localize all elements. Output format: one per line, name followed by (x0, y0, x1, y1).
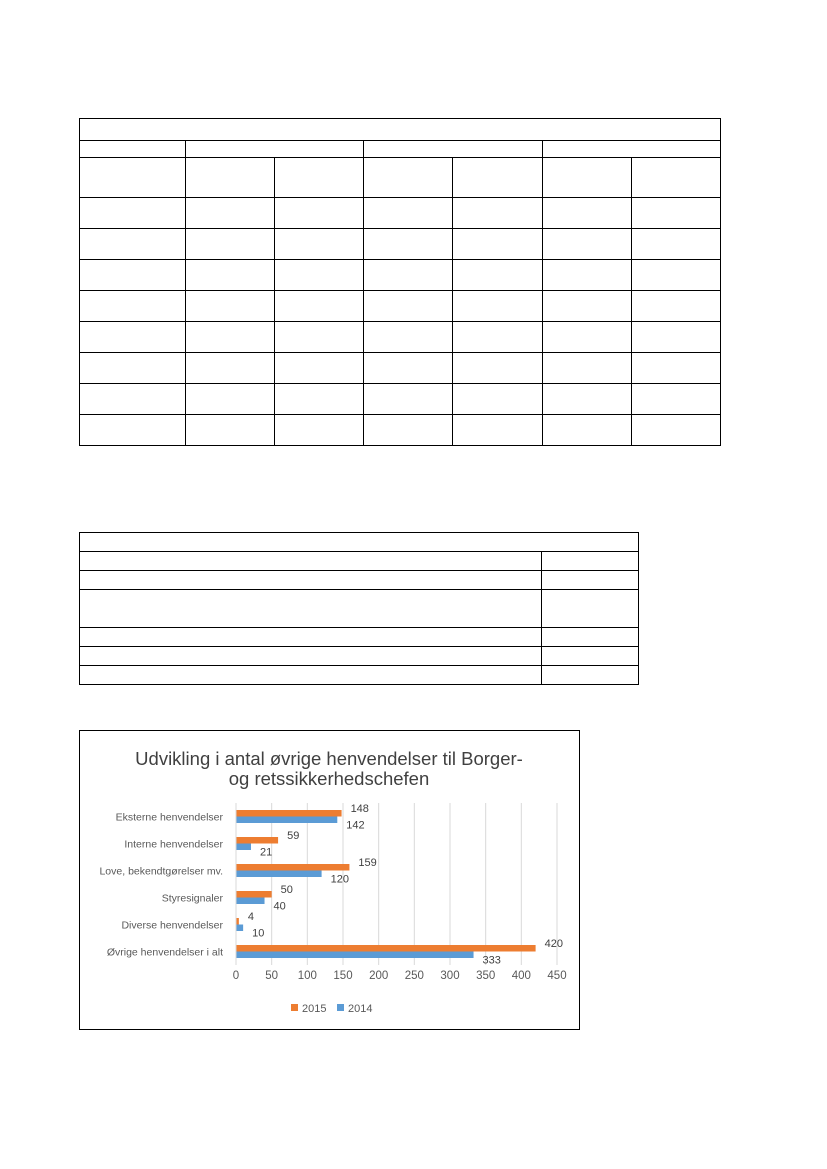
table-cell (542, 384, 631, 415)
bar-2015 (236, 837, 278, 844)
bar-2014 (236, 817, 337, 824)
table-row (80, 628, 639, 647)
table-cell (275, 353, 364, 384)
table-cell (275, 291, 364, 322)
bar-2014 (236, 952, 474, 959)
table-cell (80, 260, 186, 291)
category-label: Diverse henvendelser (121, 919, 223, 932)
table-row (80, 384, 721, 415)
table-cell (186, 384, 275, 415)
table-cell (186, 260, 275, 291)
table-cell (542, 353, 631, 384)
table-cell (186, 415, 275, 446)
table-cell (542, 415, 631, 446)
data-label: 420 (544, 938, 563, 950)
table-row (80, 533, 639, 552)
table-cell (631, 291, 720, 322)
table-cell (364, 198, 453, 229)
table-cell (80, 291, 186, 322)
table-cell (80, 384, 186, 415)
table-cell (542, 628, 639, 647)
table-cell (542, 666, 639, 685)
table-cell (542, 229, 631, 260)
table-cell (80, 141, 186, 158)
tick-label: 0 (232, 970, 240, 982)
bar-2015 (236, 810, 342, 817)
table-cell (80, 666, 542, 685)
data-label: 21 (259, 846, 273, 859)
table-cell (453, 322, 542, 353)
table-cell (80, 322, 186, 353)
table-cell (80, 415, 186, 446)
table-cell (631, 260, 720, 291)
table-cell (364, 260, 453, 291)
table-cell (80, 198, 186, 229)
bar-2014 (236, 844, 251, 851)
table-cell (542, 141, 720, 158)
bar-2014 (236, 898, 265, 905)
table-row (80, 141, 721, 158)
bar-2014 (236, 925, 243, 932)
table-row (80, 229, 721, 260)
table-cell (364, 141, 542, 158)
tick-label: 100 (297, 970, 317, 982)
table-row (80, 353, 721, 384)
table-cell (80, 533, 639, 552)
data-label: 4 (247, 911, 254, 923)
table-cell (186, 141, 364, 158)
table-row (80, 260, 721, 291)
tick-label: 300 (440, 970, 460, 982)
tick-label: 250 (404, 970, 424, 982)
table-cell (275, 415, 364, 446)
table-cell (542, 590, 639, 628)
table-cell (542, 322, 631, 353)
legend-label: 2014 (348, 1003, 373, 1015)
table-cell (80, 353, 186, 384)
table-cell (542, 291, 631, 322)
category-label: Eksterne henvendelser (115, 811, 223, 824)
table-cell (631, 415, 720, 446)
data-label: 10 (252, 927, 265, 940)
tick-label: 200 (369, 970, 389, 982)
table-cell (542, 158, 631, 198)
table-cell (631, 322, 720, 353)
table-cell (275, 322, 364, 353)
table-cell (364, 158, 453, 198)
table-cell (275, 198, 364, 229)
data-label: 159 (358, 857, 377, 869)
bar-chart (80, 731, 578, 1028)
table-cell (275, 384, 364, 415)
table-row (80, 415, 721, 446)
table-cell (453, 260, 542, 291)
table-cell (186, 322, 275, 353)
table-cell (186, 198, 275, 229)
table-row (80, 590, 639, 628)
table-cell (275, 158, 364, 198)
tick-label: 450 (547, 970, 567, 982)
table-cell (364, 353, 453, 384)
table-cell (453, 158, 542, 198)
data-label: 59 (287, 830, 300, 842)
tick-label: 150 (333, 970, 353, 982)
bar-2014 (236, 871, 322, 878)
chart-container (79, 730, 580, 1030)
legend-swatch (291, 1004, 298, 1011)
table-cell (186, 229, 275, 260)
tick-label: 400 (511, 970, 531, 982)
tick-label: 50 (265, 970, 279, 982)
table-cell (80, 628, 542, 647)
table-cell (542, 552, 639, 571)
data-label: 333 (482, 954, 501, 967)
table-cell (453, 229, 542, 260)
legend-label: 2015 (302, 1003, 327, 1015)
category-label: Love, bekendtgørelser mv. (99, 865, 223, 878)
table-cell (453, 198, 542, 229)
chart-title: Udvikling i antal øvrige henvendelser til Borger- (135, 748, 523, 769)
data-label: 50 (280, 884, 293, 896)
table-cell (80, 229, 186, 260)
bar-2015 (236, 891, 272, 898)
category-label: Interne henvendelser (124, 838, 223, 851)
table-cell (631, 353, 720, 384)
bar-2015 (236, 864, 349, 871)
table-row (80, 571, 639, 590)
table-cell (453, 353, 542, 384)
table-cell (80, 590, 542, 628)
table-cell (631, 158, 720, 198)
table-cell (275, 229, 364, 260)
legend-swatch (337, 1004, 344, 1011)
category-label: Styresignaler (161, 892, 223, 905)
table-cell (364, 415, 453, 446)
table-cell (453, 415, 542, 446)
table-cell (631, 384, 720, 415)
table-row (80, 119, 721, 141)
table-cell (542, 260, 631, 291)
table-row (80, 198, 721, 229)
table-cell (364, 229, 453, 260)
table-cell (453, 384, 542, 415)
table-row (80, 552, 639, 571)
table-cell (631, 198, 720, 229)
table-cell (542, 647, 639, 666)
table-cell (275, 260, 364, 291)
table-cell (364, 322, 453, 353)
category-label: Øvrige henvendelser i alt (106, 946, 223, 959)
table-cell (186, 353, 275, 384)
table-cell (542, 198, 631, 229)
table-cell (542, 571, 639, 590)
table-cell (453, 291, 542, 322)
table-row (80, 647, 639, 666)
data-label: 120 (330, 873, 349, 886)
table-cell (364, 291, 453, 322)
table-cell (364, 384, 453, 415)
tick-label: 350 (476, 970, 496, 982)
table-cell (80, 647, 542, 666)
table-row (80, 291, 721, 322)
data-label: 142 (346, 819, 365, 832)
table-row (80, 666, 639, 685)
table-cell (186, 158, 275, 198)
empty-table-2 (79, 532, 639, 685)
table-cell (631, 229, 720, 260)
data-label: 40 (273, 900, 286, 913)
data-label: 148 (350, 803, 369, 815)
empty-table-1 (79, 118, 721, 446)
table-cell (80, 571, 542, 590)
table-row (80, 158, 721, 198)
table-cell (80, 119, 721, 141)
table-cell (80, 158, 186, 198)
chart-title: og retssikkerhedschefen (228, 768, 430, 789)
bar-2015 (236, 945, 536, 952)
table-cell (80, 552, 542, 571)
table-cell (186, 291, 275, 322)
table-row (80, 322, 721, 353)
